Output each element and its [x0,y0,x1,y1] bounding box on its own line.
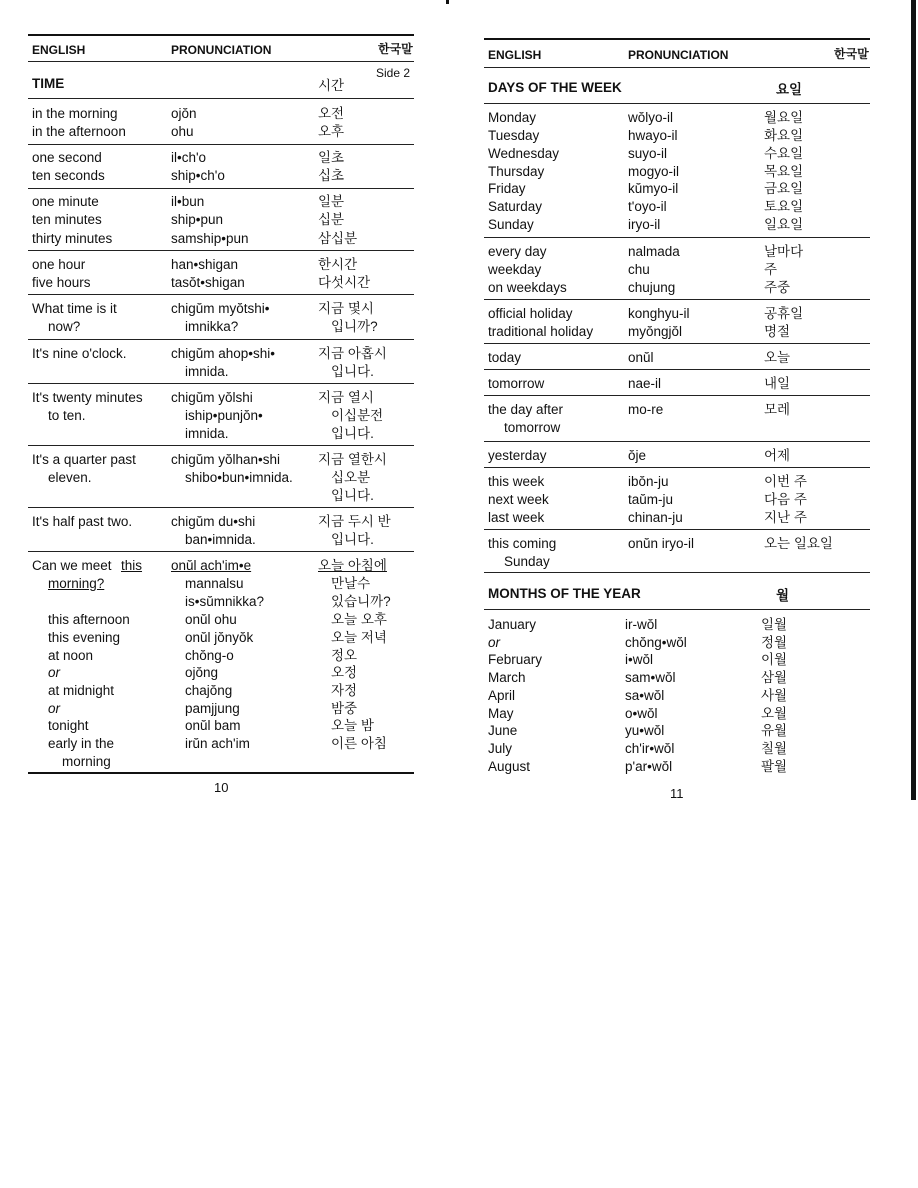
day-pr: nae-il [628,376,662,391]
row-pr: irŭn ach'im [185,736,250,751]
row-ko: 오늘 오후 [331,612,387,627]
day-ko: 지난 주 [764,510,807,525]
day-ko: 화요일 [764,128,804,143]
day-ko: 어제 [764,448,791,463]
day-ko: 이번 주 [764,474,807,489]
row-pr: pamjjung [185,701,240,716]
month-ko: 오월 [761,706,788,721]
day-en: every day [488,244,547,259]
day-pr: t'oyo-il [628,199,667,214]
row-pr: imnida. [185,364,229,379]
row-pr: chŏng-o [185,648,234,663]
row-en: What time is it [32,301,117,316]
row-ko: 일초 [318,150,345,165]
day-ko: 공휴일 [764,306,804,321]
row-pr: samship•pun [171,231,249,246]
day-pr: hwayo-il [628,128,678,143]
month-pr: sam•wŏl [625,670,676,685]
row-en: tonight [48,718,89,733]
row-pr: ojŏng [185,665,219,680]
section-korean-days: 요일 [776,82,803,97]
month-ko: 칠월 [761,741,788,756]
row-ko: 입니다. [331,532,374,547]
month-pr: p'ar•wŏl [625,759,673,774]
row-pr: onŭl bam [185,718,241,733]
scan-speck [446,0,449,4]
row-en: eleven. [48,470,92,485]
scan-edge-bar [911,0,916,800]
month-pr: ir-wŏl [625,617,658,632]
row-ko: 오늘 밤 [331,718,374,733]
row-pr: il•ch'o [171,150,207,165]
row-ko: 정오 [331,648,358,663]
row-pr: imnida. [185,426,229,441]
header-english: ENGLISH [32,43,86,57]
month-en: August [488,759,531,774]
row-ko: 밤중 [331,701,358,716]
month-pr: yu•wŏl [625,723,665,738]
day-en: this coming [488,536,557,551]
section-korean-time: 시간 [318,78,345,93]
day-pr: ibŏn-ju [628,474,669,489]
day-pr: mogyo-il [628,164,680,179]
section-korean-months: 월 [776,588,790,603]
day-en: today [488,350,522,365]
row-en: this afternoon [48,612,130,627]
top-rule [28,34,414,36]
row-en: one hour [32,257,86,272]
row-en-underlined: this [121,558,143,573]
row-ko: 이십분전 [331,408,384,423]
row-pr: il•bun [171,194,205,209]
month-en: April [488,688,516,703]
day-ko: 다음 주 [764,492,807,507]
month-en: July [488,741,513,756]
day-pr: myŏngjŏl [628,324,683,339]
day-pr: taŭm-ju [628,492,674,507]
row-ko: 지금 두시 반 [318,514,391,529]
row-en: It's a quarter past [32,452,136,467]
row-pr: onŭl ohu [185,612,237,627]
row-pr: chigŭm yŏlshi [171,390,253,405]
row-pr: onŭl ach'im•e [171,558,252,573]
row-en: Can we meet [32,558,112,573]
month-en: January [488,617,537,632]
side-label: Side 2 [376,66,411,80]
row-pr: chigŭm ahop•shi• [171,346,276,361]
row-en: in the morning [32,106,118,121]
row-ko: 한시간 [318,257,358,272]
day-en: Friday [488,181,526,196]
day-en: this week [488,474,545,489]
day-ko: 목요일 [764,164,804,179]
section-title-months: MONTHS OF THE YEAR [488,586,641,601]
month-pr: chŏng•wŏl [625,635,687,650]
day-en: Monday [488,110,537,125]
day-en: Tuesday [488,128,540,143]
row-pr: chigŭm myŏtshi• [171,301,270,316]
row-ko: 오늘 아침에 [318,558,387,573]
day-en: yesterday [488,448,547,463]
section-title-days: DAYS OF THE WEEK [488,80,622,95]
top-rule [484,38,870,40]
day-ko: 금요일 [764,181,804,196]
page-number-left: 10 [214,780,229,795]
row-en: now? [48,319,81,334]
row-pr: ohu [171,124,194,139]
row-pr: is•sŭmnikka? [185,594,265,609]
month-ko: 사월 [761,688,788,703]
row-en: It's nine o'clock. [32,346,127,361]
day-ko: 내일 [764,376,791,391]
day-en: Thursday [488,164,545,179]
row-ko: 오정 [331,665,358,680]
row-ko: 일분 [318,194,345,209]
day-ko: 오늘 [764,350,791,365]
row-ko: 입니다. [331,488,374,503]
month-ko: 정월 [761,635,788,650]
row-pr: ship•ch'o [171,168,225,183]
row-en: in the afternoon [32,124,126,139]
row-en: early in the [48,736,115,751]
day-en: next week [488,492,549,507]
month-pr: ch'ir•wŏl [625,741,675,756]
row-ko: 자정 [331,683,358,698]
header-korean: 한국말 [378,42,413,56]
month-en: or [488,635,501,650]
header-korean: 한국말 [834,47,869,61]
day-en: on weekdays [488,280,567,295]
header-english: ENGLISH [488,48,542,62]
row-pr: ship•pun [171,212,224,227]
day-ko: 모레 [764,402,791,417]
row-pr: chajŏng [185,683,233,698]
month-en: March [488,670,526,685]
row-ko: 지금 아홉시 [318,346,387,361]
day-pr: wŏlyo-il [628,110,674,125]
day-pr: onŭn iryo-il [628,536,695,551]
day-ko: 토요일 [764,199,804,214]
row-pr: imnikka? [185,319,239,334]
row-ko: 이른 아침 [331,736,387,751]
row-en: ten seconds [32,168,105,183]
row-ko: 다섯시간 [318,275,371,290]
day-en: last week [488,510,545,525]
row-en: morning [62,754,111,769]
section-title-time: TIME [32,76,65,91]
day-ko: 주중 [764,280,791,295]
day-en: tomorrow [504,420,561,435]
day-pr: mo-re [628,402,664,417]
day-en: the day after [488,402,564,417]
row-pr: ojŏn [171,106,197,121]
row-pr: tasŏt•shigan [171,275,245,290]
day-en: Sunday [504,554,550,569]
day-pr: suyo-il [628,146,668,161]
day-pr: kŭmyo-il [628,181,679,196]
day-en: tomorrow [488,376,545,391]
page-number-right: 11 [670,786,684,801]
row-ko: 만날수 [331,576,371,591]
row-ko: 지금 열한시 [318,452,387,467]
day-ko: 날마다 [764,244,804,259]
day-ko: 명절 [764,324,791,339]
row-ko: 입니다. [331,364,374,379]
row-ko: 십분 [318,212,345,227]
row-en: or [48,701,61,716]
row-ko: 오전 [318,106,345,121]
month-pr: o•wŏl [625,706,658,721]
day-pr: nalmada [628,244,680,259]
header-pronunciation: PRONUNCIATION [628,48,729,62]
month-pr: sa•wŏl [625,688,665,703]
day-pr: iryo-il [628,217,661,232]
row-ko: 십오분 [331,470,371,485]
header-pronunciation: PRONUNCIATION [171,43,272,57]
row-pr: chigŭm du•shi [171,514,256,529]
day-en: official holiday [488,306,573,321]
row-ko: 입니까? [331,319,378,334]
month-en: June [488,723,518,738]
row-en: It's twenty minutes [32,390,143,405]
month-en: February [488,652,543,667]
day-ko: 주 [764,262,778,277]
row-ko: 지금 몇시 [318,301,374,316]
row-en: It's half past two. [32,514,133,529]
month-ko: 삼월 [761,670,788,685]
row-pr: shibo•bun•imnida. [185,470,293,485]
day-en: weekday [488,262,542,277]
row-ko: 삼십분 [318,231,358,246]
day-ko: 수요일 [764,146,804,161]
row-pr: mannalsu [185,576,244,591]
day-ko: 오는 일요일 [764,536,833,551]
month-en: May [488,706,514,721]
month-pr: i•wŏl [625,652,653,667]
day-pr: ŏje [628,448,647,463]
day-pr: konghyu-il [628,306,690,321]
day-pr: chujung [628,280,676,295]
day-en: Sunday [488,217,534,232]
row-en: five hours [32,275,91,290]
day-en: Saturday [488,199,543,214]
month-ko: 이월 [761,652,788,667]
row-pr: han•shigan [171,257,239,272]
row-pr: onŭl jŏnyŏk [185,630,254,645]
day-pr: chinan-ju [628,510,683,525]
row-en: one second [32,150,102,165]
row-ko: 지금 열시 [318,390,374,405]
day-en: traditional holiday [488,324,594,339]
row-pr: iship•punjŏn• [185,408,263,423]
row-en: at noon [48,648,94,663]
row-pr: ban•imnida. [185,532,256,547]
row-en: at midnight [48,683,115,698]
row-en: to ten. [48,408,86,423]
row-ko: 입니다. [331,426,374,441]
row-ko: 오늘 저녁 [331,630,387,645]
row-ko: 십초 [318,168,345,183]
row-en: ten minutes [32,212,102,227]
day-pr: onŭl [628,350,654,365]
month-ko: 일월 [761,617,788,632]
day-ko: 일요일 [764,217,804,232]
day-pr: chu [628,262,650,277]
row-en: or [48,665,61,680]
month-ko: 유월 [761,723,788,738]
month-ko: 팔월 [761,759,788,774]
row-ko: 있습니까? [331,594,391,609]
day-en: Wednesday [488,146,560,161]
row-pr: chigŭm yŏlhan•shi [171,452,281,467]
row-en: thirty minutes [32,231,113,246]
day-ko: 월요일 [764,110,804,125]
row-en: one minute [32,194,99,209]
row-en: morning? [48,576,105,591]
row-ko: 오후 [318,124,345,139]
row-en: this evening [48,630,121,645]
